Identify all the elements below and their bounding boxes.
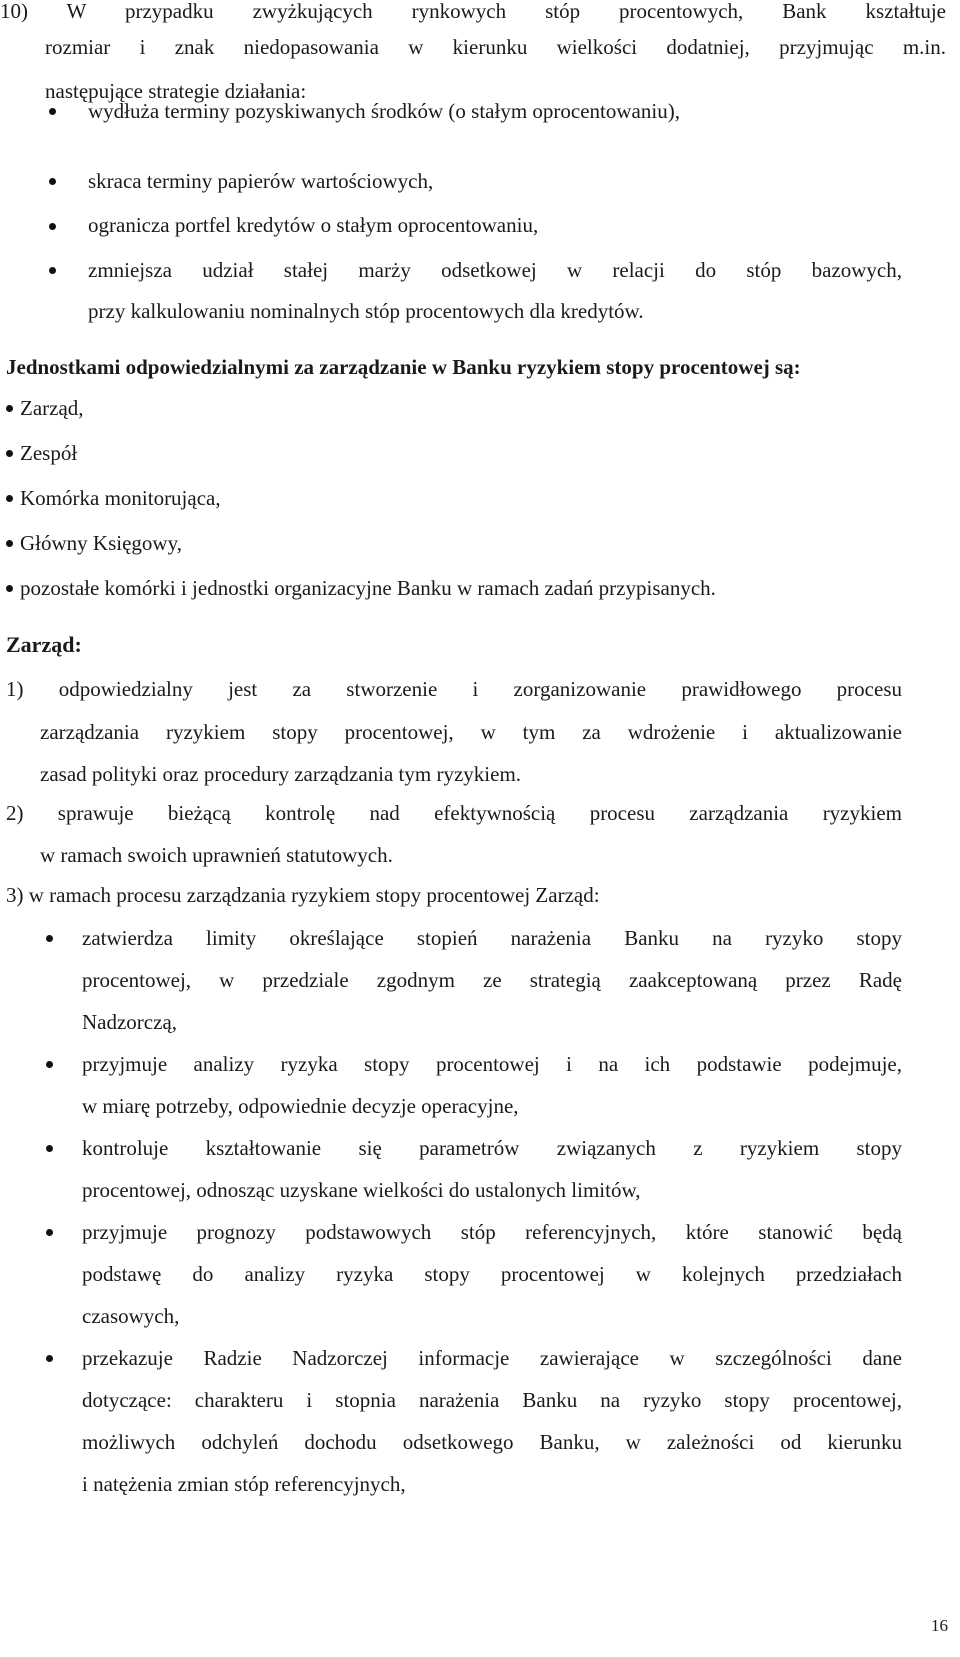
list-item: ogranicza portfel kredytów o stałym oprocentowaniu, bbox=[88, 213, 539, 237]
bullet-icon bbox=[49, 223, 56, 230]
section10-line-1: 10) W przypadku zwyżkujących rynkowych stóp procentowych, Bank kształtuje bbox=[0, 0, 946, 23]
bullet-icon bbox=[46, 1355, 53, 1362]
list-item-continuation: procentowej, w przedziale zgodnym ze strategią zaakceptowaną przez Radę bbox=[82, 968, 902, 992]
list-item: przekazuje Radzie Nadzorczej informacje zawierające w szczególności dane bbox=[82, 1346, 902, 1370]
section10-line-2: rozmiar i znak niedopasowania w kierunku wielkości dodatniej, przyjmując m.in. bbox=[45, 35, 946, 59]
list-item: wydłuża terminy pozyskiwanych środków (o stałym oprocentowaniu), bbox=[88, 99, 680, 123]
board-p2-line-1: 2) sprawuje bieżącą kontrolę nad efektywnością procesu zarządzania ryzykiem bbox=[6, 801, 902, 825]
list-item-continuation: możliwych odchyleń dochodu odsetkowego Banku, w zależności od kierunku bbox=[82, 1430, 902, 1454]
list-item-continuation: czasowych, bbox=[82, 1304, 180, 1328]
list-item-continuation: przy kalkulowaniu nominalnych stóp procentowych dla kredytów. bbox=[88, 299, 644, 323]
list-item: zmniejsza udział stałej marży odsetkowej w relacji do stóp bazowych, bbox=[88, 258, 902, 282]
list-item: zatwierdza limity określające stopień narażenia Banku na ryzyko stopy bbox=[82, 926, 902, 950]
list-item: Zarząd, bbox=[20, 396, 84, 420]
bullet-icon bbox=[46, 1145, 53, 1152]
list-item: Komórka monitorująca, bbox=[20, 486, 221, 510]
bullet-icon bbox=[46, 1229, 53, 1236]
bullet-icon bbox=[49, 267, 56, 274]
bullet-icon bbox=[6, 540, 13, 547]
list-item-continuation: i natężenia zmian stóp referencyjnych, bbox=[82, 1472, 406, 1496]
list-item: przyjmuje analizy ryzyka stopy procentowej i na ich podstawie podejmuje, bbox=[82, 1052, 902, 1076]
units-heading: Jednostkami odpowiedzialnymi za zarządzanie w Banku ryzykiem stopy procentowej są: bbox=[6, 355, 801, 379]
board-heading: Zarząd: bbox=[6, 632, 82, 657]
board-p1-line-1: 1) odpowiedzialny jest za stworzenie i zorganizowanie prawidłowego procesu bbox=[6, 677, 902, 701]
board-p2-line-2: w ramach swoich uprawnień statutowych. bbox=[40, 843, 393, 867]
bullet-icon bbox=[49, 178, 56, 185]
list-item: przyjmuje prognozy podstawowych stóp referencyjnych, które stanowić będą bbox=[82, 1220, 902, 1244]
list-item-continuation: procentowej, odnosząc uzyskane wielkości do ustalonych limitów, bbox=[82, 1178, 641, 1202]
bullet-icon bbox=[46, 1061, 53, 1068]
list-item-continuation: dotyczące: charakteru i stopnia narażenia Banku na ryzyko stopy procentowej, bbox=[82, 1388, 902, 1412]
list-item-continuation: Nadzorczą, bbox=[82, 1010, 178, 1034]
bullet-icon bbox=[6, 450, 13, 457]
list-item: Zespół bbox=[20, 441, 78, 465]
board-p1-line-2: zarządzania ryzykiem stopy procentowej, w tym za wdrożenie i aktualizowanie bbox=[40, 720, 902, 744]
list-item-continuation: podstawę do analizy ryzyka stopy procentowej w kolejnych przedziałach bbox=[82, 1262, 902, 1286]
page-number: 16 bbox=[931, 1616, 948, 1635]
bullet-icon bbox=[46, 935, 53, 942]
list-item: Główny Księgowy, bbox=[20, 531, 182, 555]
board-p1-line-3: zasad polityki oraz procedury zarządzania tym ryzykiem. bbox=[40, 762, 522, 786]
list-item-continuation: w miarę potrzeby, odpowiednie decyzje operacyjne, bbox=[82, 1094, 519, 1118]
list-item: skraca terminy papierów wartościowych, bbox=[88, 169, 434, 193]
list-item: pozostałe komórki i jednostki organizacyjne Banku w ramach zadań przypisanych. bbox=[20, 576, 716, 600]
bullet-icon bbox=[6, 495, 13, 502]
bullet-icon bbox=[49, 108, 56, 115]
bullet-icon bbox=[6, 585, 13, 592]
section10-line-3: następujące strategie działania: bbox=[45, 79, 307, 103]
board-p3: 3) w ramach procesu zarządzania ryzykiem stopy procentowej Zarząd: bbox=[6, 883, 600, 907]
bullet-icon bbox=[6, 405, 13, 412]
list-item: kontroluje kształtowanie się parametrów związanych z ryzykiem stopy bbox=[82, 1136, 902, 1160]
